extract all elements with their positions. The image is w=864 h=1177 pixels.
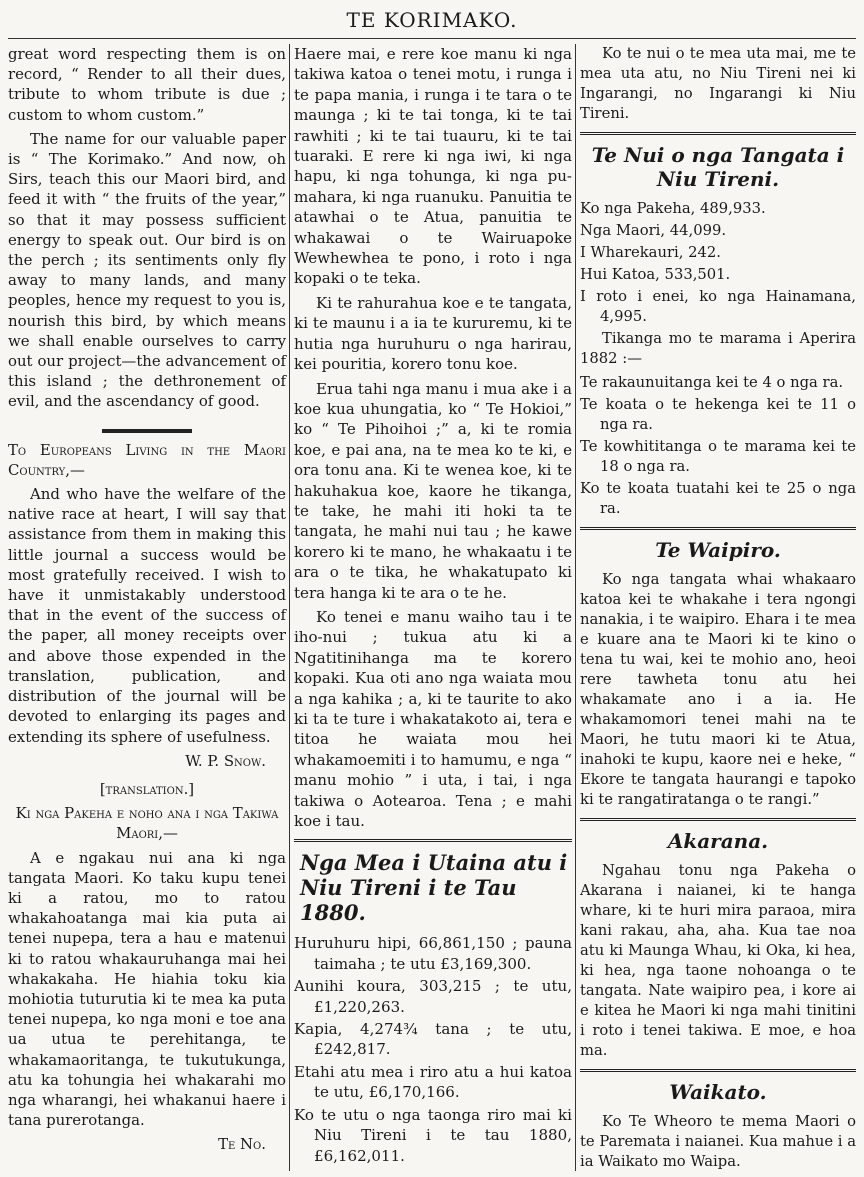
signature: W. P. Snow. [185,751,266,770]
list-item: Ko te utu o nga taonga riro mai ki Niu Tireni i te tau 1880, £6,162,011. [294,1105,572,1165]
section-rule [8,420,286,430]
paragraph: Ko nga tangata whai whakaaro katoa kei te whakahe i tera ngongi nanakia, i te waipiro. Ehara i te mea e kuare ana te Maori ki te kino o tena tu wai, kei te mohio ano, heoi rere tawheta tonu atu hei whakamate ano i a ia. He whakamomori tenei mahi na te Maori, he tutu maori ki te Atua, inahoki te kupu, kaore nei e heke, “ Ekore te tangata haurangi e tapoko ki te rangatiratanga o te rangi.” [580,571,856,808]
paragraph: Ko te nui o te mea uta mai, me te mea uta atu, no Niu Tireni nei ki Ingarangi, no Ingarangi ki Niu Tireni. [580,45,856,122]
list-item: Te koata o te hekenga kei te 11 o nga ra. [580,396,856,433]
column-divider [289,44,290,1171]
paragraph: The name for our valuable paper is “ The Korimako.” And now, oh Sirs, teach this our Maori bird, and feed it with “ the fruits of the year,” so that it may possess sufficient energy to speak out. Our bird is on the perch ; its sentiments only fly away to many lands, and many peoples, hence my request to you is, nourish this bird, by which means we shall enable ourselves to carry out our project—the advancement of this island ; the dethronement of evil, and the ascendancy of good. [8,129,286,411]
list-item: Huruhuru hipi, 66,861,150 ; pauna taimaha ; te utu £3,169,300. [294,934,572,973]
list-item: Ko te koata tuatahi kei te 25 o nga ra. [580,480,856,517]
paragraph: Ko tenei e manu waiho tau i te iho-nui ; tukua atu ki a Ngatitinihanga ma te korero kopaki. Kua oti ano nga waiata mou a nga kahika ; a, ki te taurite to ako ki ta te ture i whakatakoto ai, tera e titoa he waiata mou hei whakamoemiti i to hamumu, e nga “ manu mohio ” i uta, i tai, i nga takiwa o Aotearoa. Tena ; e mahi koe i tau. [294,607,572,831]
section-rule [580,818,856,821]
list-item: Te rakaunuitanga kei te 4 o nga ra. [580,374,844,391]
list-item: Hui Katoa, 533,501. [580,266,731,283]
masthead-rule [8,38,856,39]
paragraph: great word respecting them is on record, “ Render to all their dues, tribute to whom tribute is due ; custom to whom custom.” [8,45,286,124]
paragraph: Ki te rahurahua koe e te tangata, ki te maunu i a ia te kururemu, ki te hutia nga huruhuru o nga harirau, kei pouritia, korero tonu koe. [294,293,572,374]
column-1 [8,44,286,1171]
paragraph: Haere mai, e rere koe manu ki nga takiwa katoa o tenei motu, i runga i te papa mania, i runga i te tara o te maunga ; ki te tai tonga, ki te tai rawhiti ; ki te tai tuauru, ki te tai tuaraki. E rere ki nga iwi, ki nga hapu, ki nga tohunga, ki nga pu-mahara, ki nga ruanuku. Panuitia te atawhai o te Atua, panuitia te whakawai o te Wairuapoke Wewhewhea te pono, i roto i nga kopaki o te teka. [294,45,572,288]
signature: Te No. [218,1135,266,1154]
section-heading: Akarana. [667,829,769,853]
paragraph: Erua tahi nga manu i mua ake i a koe kua uhungatia, ko “ Te Hokioi,” ko “ Te Pihoihoi ;” a, ki te romia koe, e pai ana, na te mea ko te ki, e ora tonu ana. Ki te wenea koe, ki te hakuhakua koe, kaore he tikanga, te take, he mahi iti hoki ta te tangata, he mahi nui tau ; he kawe korero ki te mano, he whakaatu i te ara o te tika, he whakatupato ki tera hanga ki te ara o te he. [294,379,572,602]
section-rule [580,132,856,135]
masthead: TE KORIMAKO. [346,8,518,32]
paragraph: And who have the welfare of the native race at heart, I will say that assistance from them in making this little journal a success would be most gratefully received. I wish to have it unmistakably understood that in the event of the success of the paper, all money receipts over and above those expended in the translation, publication, and distribution of the journal will be devoted to enlarging its pages and extending its sphere of usefulness. [8,485,286,746]
section-rule [580,527,856,530]
section-heading: Ki nga Pakeha e noho ana i nga Takiwa Maori,— [15,804,279,843]
section-heading: Te Waipiro. [655,538,781,562]
column-2 [294,44,572,1171]
list-item: Aunihi koura, 303,215 ; te utu, £1,220,263. [294,977,572,1016]
list-item: Kapia, 4,274¾ tana ; te utu, £242,817. [294,1020,572,1059]
list-item: Nga Maori, 44,099. [580,222,727,239]
section-rule [580,1069,856,1072]
list-item: I roto i enei, ko nga Hainamana, 4,995. [580,288,856,325]
section-heading: Nga Mea i Utaina atu i Niu Tireni i te Tau 1880. [300,850,568,926]
paragraph: Ko Te Wheoro te mema Maori o te Paremata i naianei. Kua mahue i a ia Waikato mo Waipa. [580,1113,856,1170]
list-item: Ko nga Pakeha, 489,933. [580,200,766,217]
section-heading: To Europeans Living in the Maori Country,— [8,440,286,479]
section-rule [294,839,572,842]
paragraph: Tikanga mo te marama i Aperira 1882 :— [580,330,856,367]
paragraph: Ngahau tonu nga Pakeha o Akarana i naianei, ki te hanga whare, ki te huri mira paraoa, mira kani rakau, aha, aha. Kua tae noa atu ki Maunga Whau, ki Oka, ki hea, ki hea, nga taone nohoanga o te tangata. Nate waipiro pea, i kore ai e kitea he Maori ki nga mahi tinitini i roto i tenei takiwa. E moe, e hoa ma. [580,862,856,1059]
list-item: Te kowhititanga o te marama kei te 18 o nga ra. [580,438,856,475]
paragraph: A e ngakau nui ana ki nga tangata Maori. Ko taku kupu tenei ki a ratou, mo to ratou whakahoatanga mai kia puta ai tenei nupepa, tera a hau e matenui ki to ratou whakauruhanga mai hei whakakaha. He hiahia toku kia mohiotia tuturutia ki te mea ka puta tenei nupepa, ko nga moni e toe ana ua utua te perehitanga, te whakamaoritanga, te tukutukunga, atu ka tohungia hei whakarahi mo nga wharangi, hei whakanui haere i tana purerotanga. [8,848,286,1130]
column-divider [575,44,576,1171]
list-item: I Wharekauri, 242. [580,244,721,261]
column-3 [580,44,856,1171]
list-item: Etahi atu mea i riro atu a hui katoa te utu, £6,170,166. [294,1062,572,1102]
translation-label: [translation.] [99,779,195,798]
section-heading: Waikato. [669,1080,767,1104]
section-heading: Te Nui o nga Tangata i Niu Tireni. [591,143,845,191]
